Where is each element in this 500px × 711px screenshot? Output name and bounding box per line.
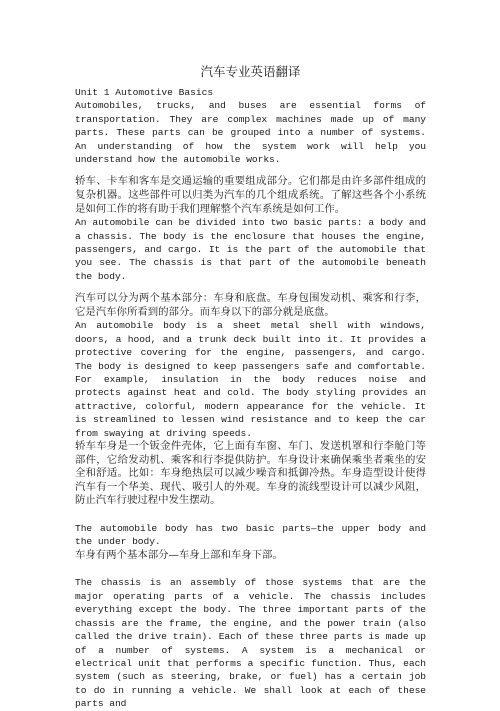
paragraph-1-english: Automobiles, trucks, and buses are essential forms of transportation. They are complex machines made up of many parts. These parts can be grouped into a number of systems. An understanding of how the system work will help you understand how the automobile works. [75, 100, 426, 166]
paragraph-5-english: The chassis is an assembly of those systems that are the major operating parts of a vehicle. The chassis includes everything except the body. The three important parts of the chassis are the frame, the engine, and the power train (also called the drive train). Each of these three parts is made up of a number of systems. A system is a mechanical or electrical unit that performs a specific function. Thus, each system (such as steering, brake, or fuel) has a certain job to do in running a vehicle. We shall look at each of these parts and [75, 577, 426, 710]
paragraph-2-english: An automobile can be divided into two basic parts: a body and a chassis. The body is the enclosure that houses the engine, passengers, and cargo. It is the part of the automobile that you see. The chassis is that part of the automobile beneath the body. [75, 217, 426, 282]
paragraph-4-chinese: 车身有两个基本部分—车身上部和车身下部。 [75, 548, 283, 561]
document-page [75, 62, 426, 711]
paragraph-2-chinese: 汽车可以分为两个基本部分：车身和底盘。车身包围发动机、乘客和行李，它是汽车你所看到的部分。而车身以下的部分就是底盘。 [75, 292, 426, 318]
paragraph-1-chinese: 轿车、卡车和客车是交通运输的重要组成部分。它们都是由许多部件组成的复杂机器。这些部件可以归类为汽车的几个组成系统。了解这些各个小系统是如何工作的将有助于我们理解整个汽车系统是如何工作。 [75, 175, 426, 215]
paragraph-4-english: The automobile body has two basic parts—the upper body and the under body. [75, 523, 426, 548]
document-title: 汽车专业英语翻译 [200, 64, 301, 79]
paragraph-3-english: An automobile body is a sheet metal shell with windows, doors, a hood, and a trunk deck built into it. It provides a protective covering for the engine, passengers, and cargo. The body is designed to keep passengers safe and comfortable. For example, insulation in the body reduces noise and protects against heat and cold. The body styling provides an attractive, colorful, modern appearance for the vehicle. It is streamlined to lessen wind resistance and to keep the car from swaying at driving speeds. [75, 320, 426, 439]
unit-heading: Unit 1 Automotive Basics [75, 87, 214, 98]
paragraph-3-chinese: 轿车车身是一个钣金件壳体，它上面有车窗、车门、发送机罩和行李舱门等部件，它给发动机、乘客和行李提供防护。车身设计来确保乘坐者乘坐的安全和舒适。比如：车身绝热层可以减少噪音和抵御冷热。车身造型设计使得汽车有一个华美、现代、吸引人的外观。车身的流线型设计可以减少风阻，防止汽车行驶过程中发生摆动。 [75, 440, 426, 507]
